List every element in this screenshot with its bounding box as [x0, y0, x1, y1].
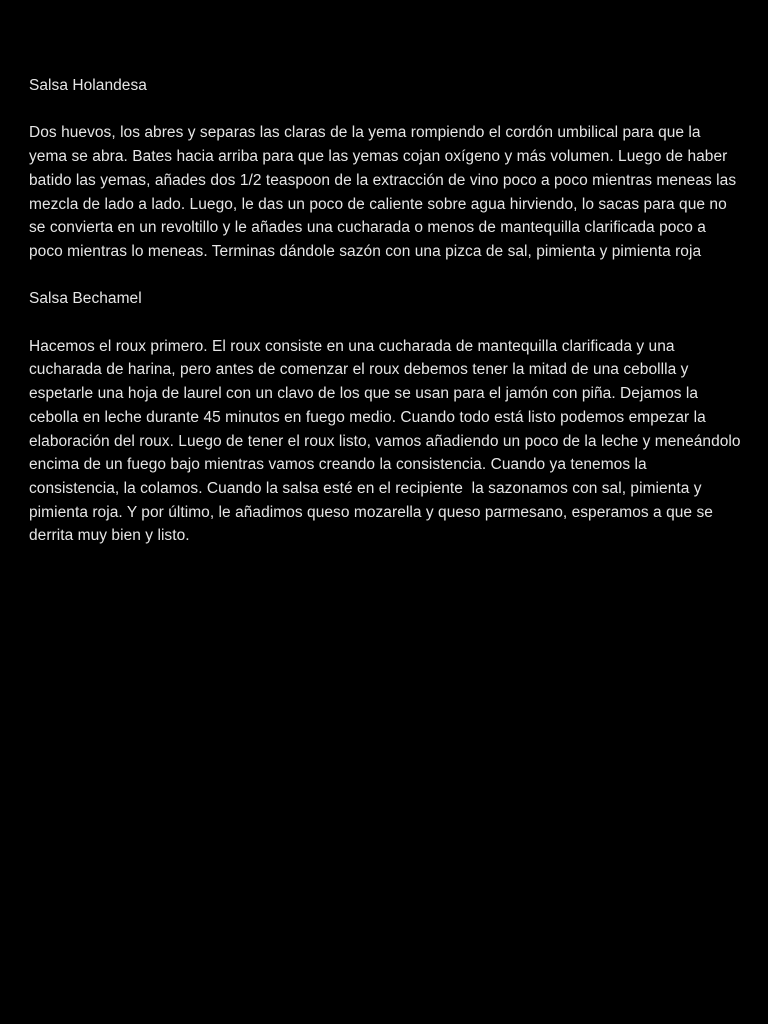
note-text-body[interactable]: [29, 74, 745, 548]
recipe-paragraph-bechamel: Hacemos el roux primero. El roux consiste en una cucharada de mantequilla clarificada y una cucharada de harina, pero antes de comenzar el roux debemos tener la mitad de una cebollla y espetarle una hoja de laurel con un clavo de los que se usan para el jamón con piña. Dejamos la cebolla en leche durante 45 minutos en fuego medio. Cuando todo está listo podemos empezar la elaboración del roux. Luego de tener el roux listo, vamos añadiendo un poco de la leche y meneándolo encima de un fuego bajo mientras vamos creando la consistencia. Cuando ya tenemos la consistencia, la colamos. Cuando la salsa esté en el recipiente la sazonamos con sal, pimienta y pimienta roja. Y por último, le añadimos queso mozarella y queso parmesano, esperamos a que se derrita muy bien y listo.: [29, 337, 745, 545]
recipe-title-holandesa: Salsa Holandesa: [29, 77, 147, 94]
blank-line: [29, 264, 741, 288]
blank-line: [29, 98, 741, 122]
recipe-title-bechamel: Salsa Bechamel: [29, 290, 142, 308]
blank-line: [29, 311, 741, 335]
recipe-paragraph-holandesa: Dos huevos, los abres y separas las claras de la yema rompiendo el cordón umbilical para que la yema se abra. Bates hacia arriba para que las yemas cojan oxígeno y más volumen. Luego de haber batido las yemas, añades dos 1/2 teaspoon de la extracción de vino poco a poco mientras meneas las mezcla de lado a lado. Luego, le das un poco de caliente sobre agua hirviendo, lo sacas para que no se convierta en un revoltillo y le añades una cucharada o menos de mantequilla clarificada poco a poco mientras lo meneas. Terminas dándole sazón con una pizca de sal, pimienta y pimienta roja: [29, 124, 741, 260]
